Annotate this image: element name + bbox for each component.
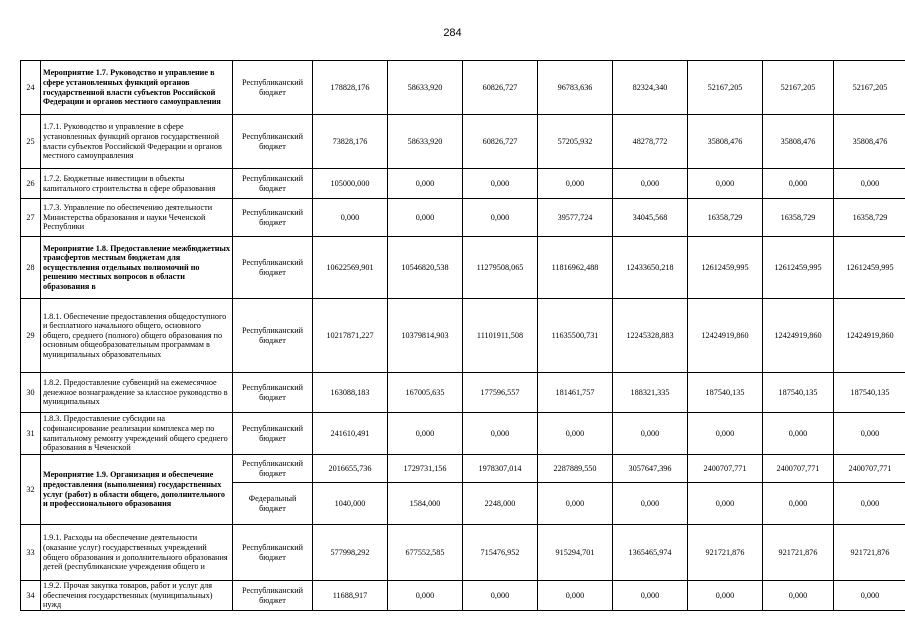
funding-source: Республиканский бюджет <box>233 373 313 413</box>
funding-source: Республиканский бюджет <box>233 299 313 373</box>
amount-cell: 0,000 <box>388 169 463 199</box>
amount-cell: 12433650,218 <box>613 237 688 299</box>
table-row <box>21 373 905 413</box>
amount-cell: 2016655,736 <box>313 455 388 483</box>
table-row <box>21 115 905 169</box>
row-number: 24 <box>21 61 41 115</box>
amount-cell: 10379814,903 <box>388 299 463 373</box>
description-text: 1.9.2. Прочая закупка товаров, работ и услуг для обеспечения государственных (муниципальных) нужд <box>43 581 213 610</box>
amount-cell: 10217871,227 <box>313 299 388 373</box>
amount-cell: 0,000 <box>763 413 834 455</box>
amount-cell: 2400707,771 <box>763 455 834 483</box>
row-description <box>41 61 233 115</box>
amount-cell: 1584,000 <box>388 483 463 525</box>
description-text: 1.8.2. Предоставление субвенций на ежемесячное денежное вознаграждение за классное руководство в муниципальных <box>43 378 228 407</box>
funding-source: Республиканский бюджет <box>233 581 313 611</box>
row-description <box>41 115 233 169</box>
row-description <box>41 413 233 455</box>
amount-cell: 241610,491 <box>313 413 388 455</box>
funding-source: Республиканский бюджет <box>233 115 313 169</box>
funding-source: Республиканский бюджет <box>233 169 313 199</box>
amount-cell: 0,000 <box>613 169 688 199</box>
row-number: 26 <box>21 169 41 199</box>
row-number: 33 <box>21 525 41 581</box>
amount-cell: 915294,701 <box>538 525 613 581</box>
table-row <box>21 525 905 581</box>
amount-cell: 0,000 <box>613 483 688 525</box>
amount-cell: 12245328,883 <box>613 299 688 373</box>
amount-cell: 0,000 <box>463 581 538 611</box>
description-text: Мероприятие 1.9. Организация и обеспечение предоставления (выполнения) государственных услуг (работ) в области общего, дополнительного и профессионального образования <box>43 470 226 509</box>
amount-cell: 0,000 <box>463 199 538 237</box>
amount-cell: 48278,772 <box>613 115 688 169</box>
amount-cell: 0,000 <box>388 199 463 237</box>
amount-cell: 3057647,396 <box>613 455 688 483</box>
description-text: 1.7.2. Бюджетные инвестиции в объекты капитального строительства в сфере образования <box>43 173 216 193</box>
amount-cell: 921721,876 <box>688 525 763 581</box>
amount-cell: 12424919,860 <box>834 299 905 373</box>
table-row <box>21 61 905 115</box>
amount-cell: 12424919,860 <box>688 299 763 373</box>
amount-cell: 10622569,901 <box>313 237 388 299</box>
amount-cell: 178828,176 <box>313 61 388 115</box>
amount-cell: 0,000 <box>313 199 388 237</box>
page-number: 284 <box>443 27 462 39</box>
description-text: Мероприятие 1.8. Предоставление межбюджетных трансфертов местным бюджетам для осуществления отдельных полномочий по решению местных вопросов в области образования в <box>43 243 230 291</box>
funding-source: Республиканский бюджет <box>233 413 313 455</box>
row-number: 28 <box>21 237 41 299</box>
amount-cell: 12612459,995 <box>834 237 905 299</box>
amount-cell: 52167,205 <box>834 61 905 115</box>
amount-cell: 187540,135 <box>834 373 905 413</box>
amount-cell: 0,000 <box>388 581 463 611</box>
table-row <box>21 299 905 373</box>
amount-cell: 2400707,771 <box>688 455 763 483</box>
amount-cell: 34045,568 <box>613 199 688 237</box>
amount-cell: 16358,729 <box>763 199 834 237</box>
amount-cell: 0,000 <box>834 413 905 455</box>
amount-cell: 58633,920 <box>388 115 463 169</box>
amount-cell: 0,000 <box>688 483 763 525</box>
amount-cell: 0,000 <box>763 581 834 611</box>
amount-cell: 10546820,538 <box>388 237 463 299</box>
row-number: 31 <box>21 413 41 455</box>
description-text: 1.8.3. Предоставление субсидии на софинансирование реализации комплекса мер по капитальному ремонту учреждений общего среднего образования в Чеченской <box>43 414 228 453</box>
amount-cell: 0,000 <box>763 483 834 525</box>
amount-cell: 0,000 <box>388 413 463 455</box>
amount-cell: 12612459,995 <box>763 237 834 299</box>
amount-cell: 52167,205 <box>763 61 834 115</box>
row-number: 30 <box>21 373 41 413</box>
amount-cell: 35808,476 <box>688 115 763 169</box>
table-row <box>21 413 905 455</box>
row-description <box>41 199 233 237</box>
row-description <box>41 455 233 525</box>
budget-table <box>20 60 905 611</box>
amount-cell: 16358,729 <box>834 199 905 237</box>
amount-cell: 16358,729 <box>688 199 763 237</box>
table-row <box>21 199 905 237</box>
amount-cell: 0,000 <box>688 169 763 199</box>
amount-cell: 2287889,550 <box>538 455 613 483</box>
amount-cell: 677552,585 <box>388 525 463 581</box>
amount-cell: 163088,183 <box>313 373 388 413</box>
row-description <box>41 299 233 373</box>
amount-cell: 0,000 <box>613 581 688 611</box>
amount-cell: 0,000 <box>538 169 613 199</box>
amount-cell: 73828,176 <box>313 115 388 169</box>
amount-cell: 0,000 <box>538 581 613 611</box>
table-row <box>21 455 905 483</box>
amount-cell: 12424919,860 <box>763 299 834 373</box>
table-row <box>21 169 905 199</box>
description-text: 1.7.1. Руководство и управление в сфере установленных функций органов государственной власти субъектов Российской Федерации и органов местного самоуправления <box>43 122 222 161</box>
amount-cell: 167005,635 <box>388 373 463 413</box>
amount-cell: 105000,000 <box>313 169 388 199</box>
row-number: 34 <box>21 581 41 611</box>
amount-cell: 0,000 <box>688 413 763 455</box>
row-description <box>41 237 233 299</box>
funding-source: Республиканский бюджет <box>233 61 313 115</box>
amount-cell: 52167,205 <box>688 61 763 115</box>
amount-cell: 11688,917 <box>313 581 388 611</box>
amount-cell: 2248,000 <box>463 483 538 525</box>
table-row <box>21 581 905 611</box>
amount-cell: 0,000 <box>688 581 763 611</box>
amount-cell: 39577,724 <box>538 199 613 237</box>
amount-cell: 11279508,065 <box>463 237 538 299</box>
amount-cell: 921721,876 <box>763 525 834 581</box>
amount-cell: 0,000 <box>834 581 905 611</box>
amount-cell: 0,000 <box>763 169 834 199</box>
amount-cell: 35808,476 <box>834 115 905 169</box>
table-body <box>21 61 905 611</box>
amount-cell: 11101911,508 <box>463 299 538 373</box>
amount-cell: 11816962,488 <box>538 237 613 299</box>
amount-cell: 1365465,974 <box>613 525 688 581</box>
amount-cell: 60826,727 <box>463 115 538 169</box>
amount-cell: 0,000 <box>538 413 613 455</box>
amount-cell: 0,000 <box>463 169 538 199</box>
amount-cell: 187540,135 <box>688 373 763 413</box>
row-description <box>41 525 233 581</box>
amount-cell: 177596,557 <box>463 373 538 413</box>
amount-cell: 2400707,771 <box>834 455 905 483</box>
row-number: 29 <box>21 299 41 373</box>
amount-cell: 11635500,731 <box>538 299 613 373</box>
funding-source: Республиканский бюджет <box>233 199 313 237</box>
amount-cell: 577998,292 <box>313 525 388 581</box>
row-description <box>41 169 233 199</box>
amount-cell: 1040,000 <box>313 483 388 525</box>
amount-cell: 12612459,995 <box>688 237 763 299</box>
amount-cell: 0,000 <box>463 413 538 455</box>
amount-cell: 181461,757 <box>538 373 613 413</box>
amount-cell: 57205,932 <box>538 115 613 169</box>
amount-cell: 0,000 <box>538 483 613 525</box>
row-number: 27 <box>21 199 41 237</box>
funding-source: Республиканский бюджет <box>233 455 313 483</box>
row-number: 25 <box>21 115 41 169</box>
description-text: Мероприятие 1.7. Руководство и управление в сфере установленных функций органов государственной власти субъектов Российской Федерации и органов местного самоуправления <box>43 68 221 107</box>
description-text: 1.7.3. Управление по обеспечению деятельности Министерства образования и науки Чеченской Республики <box>43 203 213 232</box>
row-description <box>41 581 233 611</box>
amount-cell: 715476,952 <box>463 525 538 581</box>
amount-cell: 0,000 <box>834 483 905 525</box>
amount-cell: 82324,340 <box>613 61 688 115</box>
funding-source: Федеральный бюджет <box>233 483 313 525</box>
amount-cell: 35808,476 <box>763 115 834 169</box>
description-text: 1.8.1. Обеспечение предоставления общедоступного и бесплатного начального общего, основного общего, среднего (полного) общего образования по основным общеобразовательным программам в муниципальных образовательных <box>43 311 227 359</box>
amount-cell: 1978307,014 <box>463 455 538 483</box>
row-description <box>41 373 233 413</box>
amount-cell: 58633,920 <box>388 61 463 115</box>
amount-cell: 921721,876 <box>834 525 905 581</box>
description-text: 1.9.1. Расходы на обеспечение деятельности (оказание услуг) государственных учреждений общего образования и дополнительного образования детей (республиканские учреждения общего и <box>43 533 228 572</box>
funding-source: Республиканский бюджет <box>233 525 313 581</box>
amount-cell: 60826,727 <box>463 61 538 115</box>
amount-cell: 0,000 <box>613 413 688 455</box>
amount-cell: 187540,135 <box>763 373 834 413</box>
row-number: 32 <box>21 455 41 525</box>
funding-source: Республиканский бюджет <box>233 237 313 299</box>
amount-cell: 96783,636 <box>538 61 613 115</box>
table-row <box>21 237 905 299</box>
amount-cell: 1729731,156 <box>388 455 463 483</box>
amount-cell: 188321,335 <box>613 373 688 413</box>
amount-cell: 0,000 <box>834 169 905 199</box>
